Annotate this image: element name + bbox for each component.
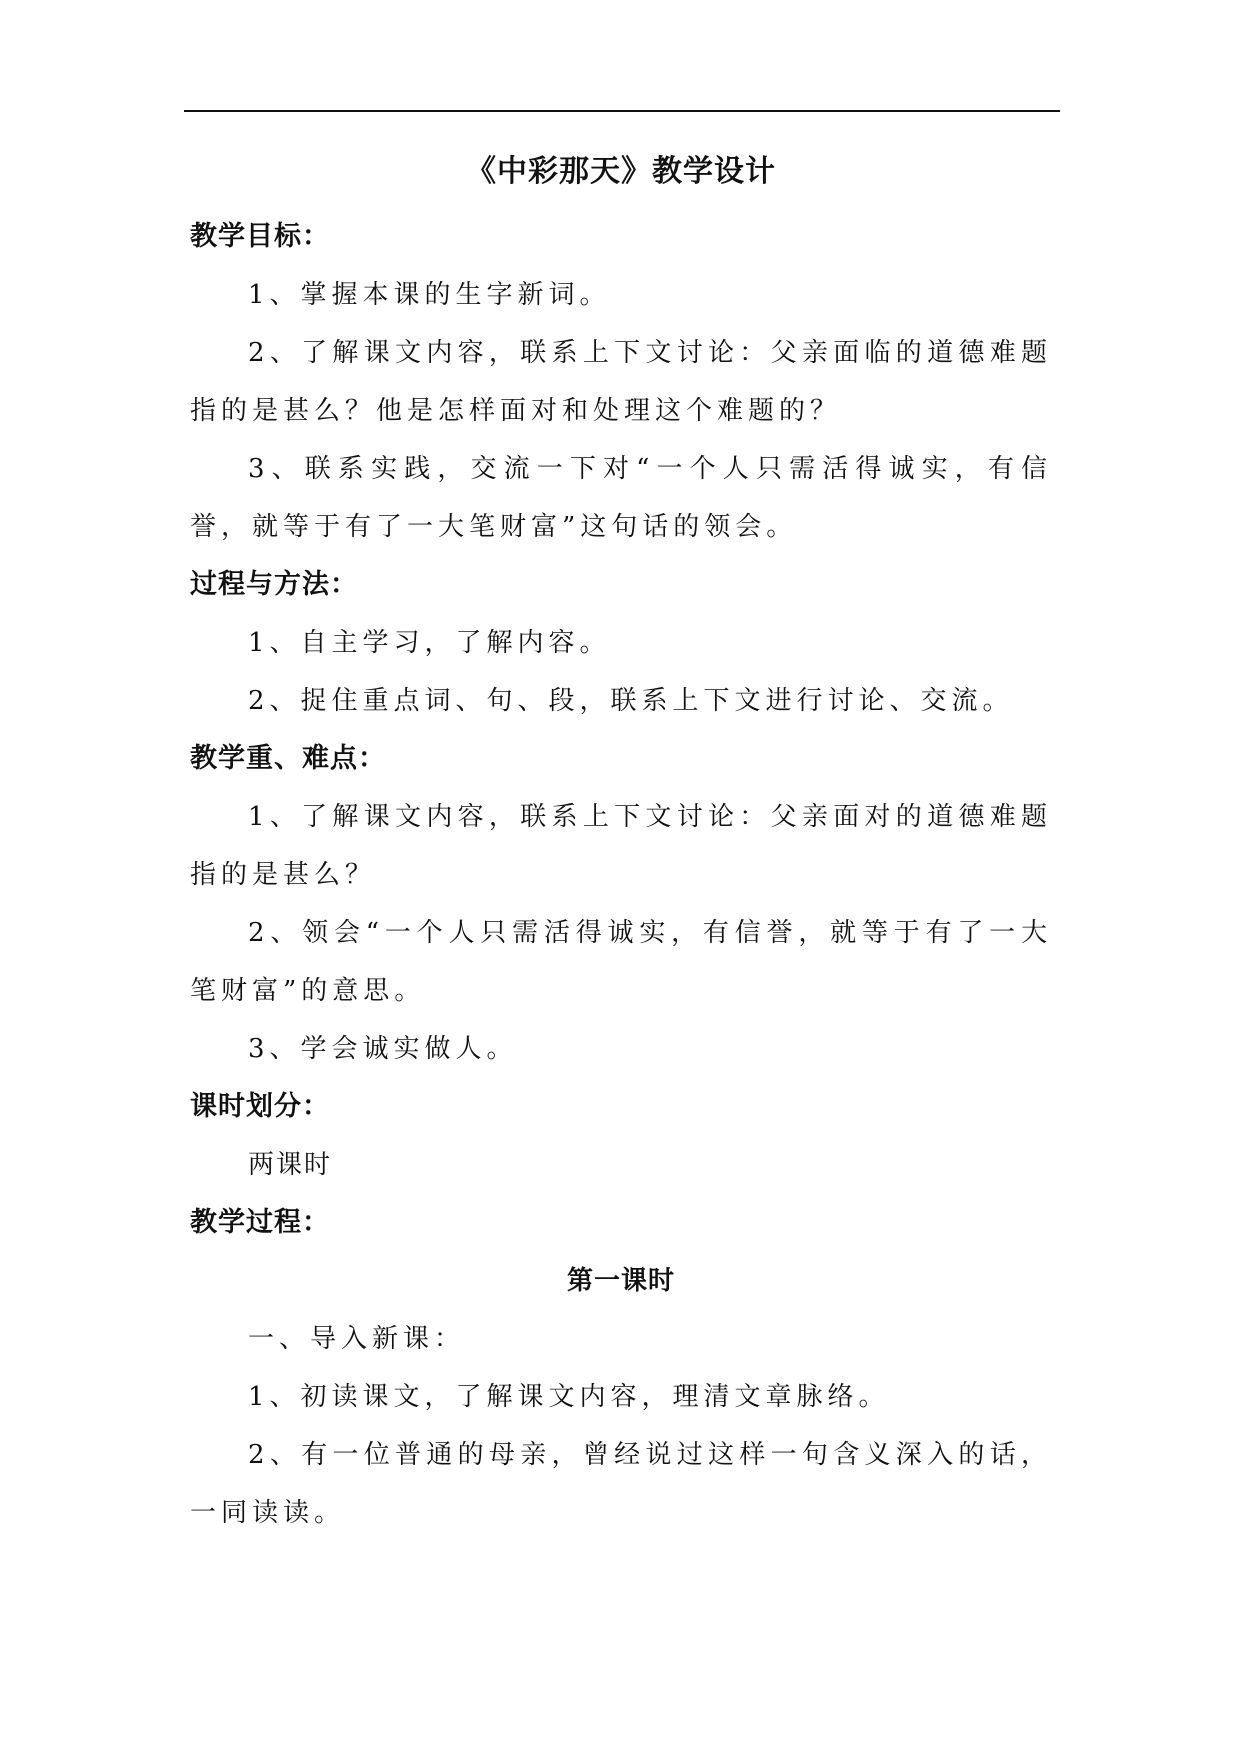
lesson-period-heading: 第一课时	[566, 1266, 675, 1296]
objective-item-3: 3、联系实践，交流一下对“一个人只需活得诚实，有信誉，就等于有了一大笔财富”这句话的领会。	[190, 454, 1052, 542]
section-periods	[190, 1078, 1052, 1194]
periods-text: 两课时	[248, 1150, 333, 1180]
section-heading-objectives: 教学目标：	[190, 221, 330, 252]
procedure-item-1: 一、导入新课：	[248, 1324, 466, 1354]
document-title: 《中彩那天》教学设计	[466, 154, 776, 189]
section-heading-periods: 课时划分：	[190, 1091, 330, 1122]
section-objectives	[190, 208, 1052, 556]
header-rule	[184, 110, 1060, 112]
process-item-2: 2、捉住重点词、句、段，联系上下文进行讨论、交流。	[248, 686, 1014, 716]
process-item-1: 1、自主学习，了解内容。	[248, 628, 611, 658]
objective-item-2: 2、了解课文内容，联系上下文讨论：父亲面临的道德难题指的是甚么？他是怎样面对和处理这个难题的？	[190, 338, 1052, 426]
section-heading-procedure: 教学过程：	[190, 1207, 330, 1238]
key-point-item-3: 3、学会诚实做人。	[248, 1034, 518, 1064]
key-point-item-2: 2、领会“一个人只需活得诚实，有信誉，就等于有了一大笔财富”的意思。	[190, 918, 1052, 1006]
procedure-item-3: 2、有一位普通的母亲，曾经说过这样一句含义深入的话，一同读读。	[190, 1440, 1052, 1528]
objective-item-1: 1、掌握本课的生字新词。	[248, 280, 611, 310]
section-heading-process-method: 过程与方法：	[190, 569, 358, 600]
section-procedure	[190, 1194, 1052, 1542]
section-heading-key-points: 教学重、难点：	[190, 743, 386, 774]
section-key-points	[190, 730, 1052, 1078]
section-process-method	[190, 556, 1052, 730]
document-body	[190, 148, 1052, 1542]
key-point-item-1: 1、了解课文内容，联系上下文讨论：父亲面对的道德难题指的是甚么？	[190, 802, 1052, 890]
procedure-item-2: 1、初读课文，了解课文内容，理清文章脉络。	[248, 1382, 890, 1412]
